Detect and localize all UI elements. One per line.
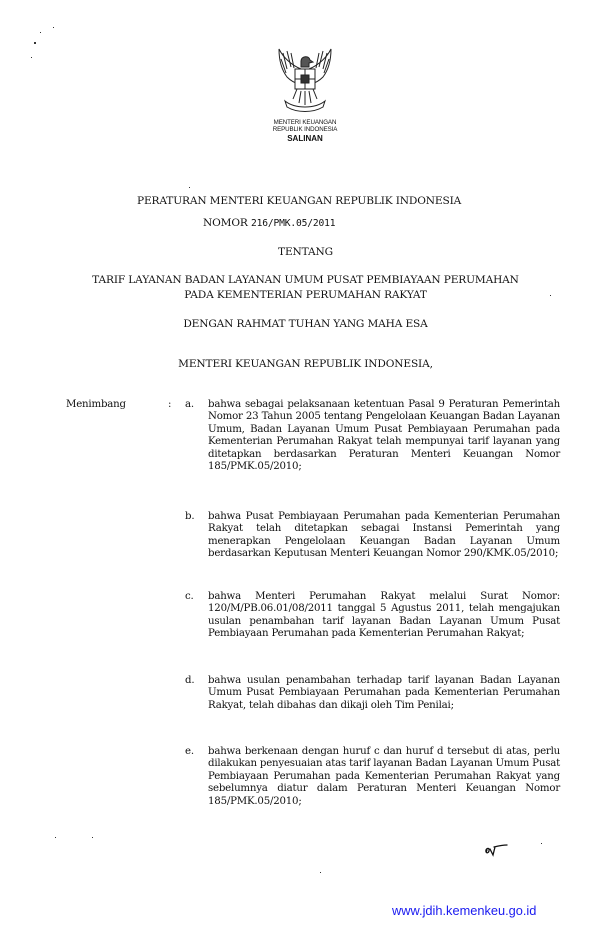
item-text: bahwa usulan penambahan terhadap tarif layanan Badan Layanan Umum Pusat Pembiayaan Perumahan pada Kementerian Perumahan Rakyat, telah dibahas dan dikaji oleh Tim Penilai;	[208, 675, 560, 711]
ministry-line-1: MENTERI KEUANGAN	[273, 119, 337, 126]
considering-item-d	[185, 675, 560, 712]
scan-speck	[31, 57, 32, 58]
considering-colon: :	[168, 399, 172, 410]
item-letter: d.	[185, 675, 195, 686]
issuer: MENTERI KEUANGAN REPUBLIK INDONESIA,	[178, 358, 433, 370]
number-value: 216/PMK.05/2011	[250, 218, 336, 229]
considering-item-b	[185, 511, 560, 561]
garuda-emblem-icon	[273, 47, 337, 117]
item-letter: c.	[185, 591, 194, 602]
considering-label: Menimbang	[66, 399, 126, 410]
considering-item-c	[185, 591, 560, 641]
scan-speck	[320, 872, 321, 873]
scan-speck	[92, 837, 93, 838]
jdih-website-link[interactable]: www.jdih.kemenkeu.go.id	[392, 903, 537, 918]
scan-speck	[55, 837, 56, 838]
item-letter: e.	[185, 746, 194, 757]
scan-speck	[541, 843, 542, 844]
considering-item-a	[185, 399, 560, 474]
scan-speck	[34, 42, 36, 44]
considering-item-e	[185, 746, 560, 808]
number-label: NOMOR	[203, 217, 248, 229]
item-letter: a.	[185, 399, 194, 410]
subject-line-1: TARIF LAYANAN BADAN LAYANAN UMUM PUSAT PEMBIAYAAN PERUMAHAN	[92, 274, 519, 286]
scan-speck	[40, 32, 41, 33]
regulation-number	[203, 217, 335, 229]
salinan-stamp: SALINAN	[287, 134, 323, 143]
ministry-line-2: REPUBLIK INDONESIA	[272, 126, 338, 133]
item-text: bahwa Pusat Pembiayaan Perumahan pada Kementerian Perumahan Rakyat telah ditetapkan sebagai Instansi Pemerintah yang menerapkan Pengelolaan Keuangan Badan Layanan Umum berdasarkan Keputusan Menteri Keuangan Nomor 290/KMK.05/2010;	[208, 511, 560, 560]
subject-line-2: PADA KEMENTERIAN PERUMAHAN RAKYAT	[184, 289, 427, 301]
item-text: bahwa berkenaan dengan huruf c dan huruf d tersebut di atas, perlu dilakukan penyesuaian atas tarif layanan Badan Layanan Umum Pusat Pembiayaan Perumahan pada Kementerian Perumahan Rakyat yang sebelumnya diatur dalam Peraturan Menteri Keuangan Nomor 185/PMK.05/2010;	[208, 746, 560, 807]
about-label: TENTANG	[278, 246, 333, 258]
item-text: bahwa Menteri Perumahan Rakyat melalui Surat Nomor: 120/M/PB.06.01/08/2011 tanggal 5 Agustus 2011, telah mengajukan usulan penambahan tarif layanan Badan Layanan Umum Pusat Pembiayaan Perumahan pada Kementerian Perumahan Rakyat;	[208, 591, 560, 640]
scan-speck	[189, 187, 190, 188]
item-text: bahwa sebagai pelaksanaan ketentuan Pasal 9 Peraturan Pemerintah Nomor 23 Tahun 2005 tentang Pengelolaan Keuangan Badan Layanan Umum, Badan Layanan Umum Pusat Pembiayaan Perumahan pada Kementerian Perumahan Rakyat telah mempunyai tarif layanan yang ditetapkan berdasarkan Peraturan Menteri Keuangan Nomor 185/PMK.05/2010;	[208, 399, 560, 473]
invocation: DENGAN RAHMAT TUHAN YANG MAHA ESA	[183, 318, 428, 330]
regulation-title: PERATURAN MENTERI KEUANGAN REPUBLIK INDONESIA	[137, 195, 462, 207]
scan-speck	[53, 27, 54, 28]
paraf-initials-icon	[484, 842, 508, 861]
item-letter: b.	[185, 511, 195, 522]
